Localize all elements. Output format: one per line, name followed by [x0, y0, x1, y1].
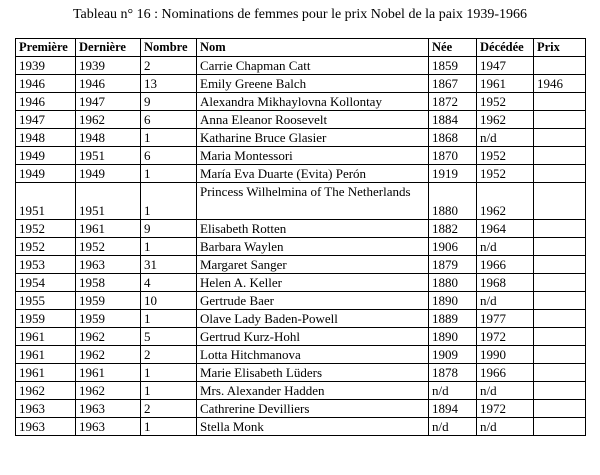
cell-name: Alexandra Mikhaylovna Kollontay — [197, 93, 429, 111]
table-row — [16, 346, 586, 364]
cell-died: 1947 — [477, 57, 534, 75]
cell-died: 1962 — [477, 111, 534, 129]
cell-prize — [534, 400, 586, 418]
cell-count: 4 — [141, 274, 197, 292]
cell-last-year: 1959 — [76, 292, 141, 310]
cell-born: 1889 — [429, 310, 477, 328]
cell-first-year: 1961 — [16, 346, 76, 364]
cell-name: María Eva Duarte (Evita) Perón — [197, 165, 429, 183]
cell-name: Maria Montessori — [197, 147, 429, 165]
cell-name: Marie Elisabeth Lüders — [197, 364, 429, 382]
table-row — [16, 165, 586, 183]
cell-died: n/d — [477, 418, 534, 436]
cell-count: 2 — [141, 400, 197, 418]
cell-last-year: 1948 — [76, 129, 141, 147]
cell-born: 1872 — [429, 93, 477, 111]
table-body — [16, 57, 586, 436]
cell-prize — [534, 274, 586, 292]
header-name: Nom — [197, 39, 429, 57]
cell-born: 1867 — [429, 75, 477, 93]
cell-name: Lotta Hitchmanova — [197, 346, 429, 364]
cell-name: Barbara Waylen — [197, 238, 429, 256]
cell-prize: 1946 — [534, 75, 586, 93]
cell-died: n/d — [477, 382, 534, 400]
cell-born: 1859 — [429, 57, 477, 75]
cell-prize — [534, 364, 586, 382]
table-row — [16, 256, 586, 274]
cell-last-year: 1947 — [76, 93, 141, 111]
cell-last-year: 1939 — [76, 57, 141, 75]
cell-born: 1870 — [429, 147, 477, 165]
cell-name: Olave Lady Baden-Powell — [197, 310, 429, 328]
cell-born: 1882 — [429, 220, 477, 238]
cell-prize — [534, 418, 586, 436]
nominations-table — [15, 38, 586, 436]
cell-prize — [534, 57, 586, 75]
cell-born: 1909 — [429, 346, 477, 364]
cell-count: 9 — [141, 93, 197, 111]
cell-count: 1 — [141, 183, 197, 220]
cell-born: 1880 — [429, 183, 477, 220]
cell-name: Elisabeth Rotten — [197, 220, 429, 238]
cell-name: Emily Greene Balch — [197, 75, 429, 93]
table-row — [16, 183, 586, 220]
cell-born: 1878 — [429, 364, 477, 382]
cell-first-year: 1948 — [16, 129, 76, 147]
cell-name: Katharine Bruce Glasier — [197, 129, 429, 147]
cell-count: 10 — [141, 292, 197, 310]
cell-last-year: 1963 — [76, 400, 141, 418]
cell-died: 1962 — [477, 183, 534, 220]
cell-name: Gertrude Baer — [197, 292, 429, 310]
cell-last-year: 1963 — [76, 256, 141, 274]
cell-last-year: 1961 — [76, 220, 141, 238]
cell-born: 1919 — [429, 165, 477, 183]
cell-born: 1890 — [429, 292, 477, 310]
cell-name: Carrie Chapman Catt — [197, 57, 429, 75]
cell-name: Margaret Sanger — [197, 256, 429, 274]
cell-last-year: 1959 — [76, 310, 141, 328]
cell-count: 6 — [141, 111, 197, 129]
cell-died: n/d — [477, 292, 534, 310]
cell-last-year: 1958 — [76, 274, 141, 292]
cell-last-year: 1951 — [76, 147, 141, 165]
cell-prize — [534, 256, 586, 274]
table-caption: Tableau n° 16 : Nominations de femmes pour le prix Nobel de la paix 1939-1966 — [72, 7, 528, 22]
cell-last-year: 1962 — [76, 346, 141, 364]
header-first-year: Première — [16, 39, 76, 57]
table-row — [16, 57, 586, 75]
cell-prize — [534, 147, 586, 165]
cell-prize — [534, 328, 586, 346]
table-row — [16, 220, 586, 238]
cell-count: 1 — [141, 310, 197, 328]
cell-died: 1972 — [477, 328, 534, 346]
table-row — [16, 292, 586, 310]
cell-count: 5 — [141, 328, 197, 346]
table-row — [16, 274, 586, 292]
cell-born: 1868 — [429, 129, 477, 147]
table-row — [16, 328, 586, 346]
cell-first-year: 1946 — [16, 75, 76, 93]
cell-count: 1 — [141, 238, 197, 256]
cell-last-year: 1962 — [76, 382, 141, 400]
cell-first-year: 1962 — [16, 382, 76, 400]
cell-name: Helen A. Keller — [197, 274, 429, 292]
cell-prize — [534, 220, 586, 238]
table-row — [16, 238, 586, 256]
cell-died: 1961 — [477, 75, 534, 93]
cell-born: 1906 — [429, 238, 477, 256]
table-row — [16, 111, 586, 129]
cell-prize — [534, 111, 586, 129]
cell-died: 1972 — [477, 400, 534, 418]
cell-last-year: 1952 — [76, 238, 141, 256]
cell-first-year: 1946 — [16, 93, 76, 111]
cell-first-year: 1963 — [16, 418, 76, 436]
cell-count: 2 — [141, 57, 197, 75]
cell-name: Gertrud Kurz-Hohl — [197, 328, 429, 346]
cell-first-year: 1961 — [16, 364, 76, 382]
cell-first-year: 1952 — [16, 238, 76, 256]
table-row — [16, 382, 586, 400]
cell-died: 1952 — [477, 165, 534, 183]
cell-prize — [534, 382, 586, 400]
cell-born: 1890 — [429, 328, 477, 346]
cell-first-year: 1955 — [16, 292, 76, 310]
cell-first-year: 1959 — [16, 310, 76, 328]
cell-name: Anna Eleanor Roosevelt — [197, 111, 429, 129]
cell-last-year: 1961 — [76, 364, 141, 382]
cell-died: 1964 — [477, 220, 534, 238]
header-count: Nombre — [141, 39, 197, 57]
cell-died: 1990 — [477, 346, 534, 364]
cell-count: 9 — [141, 220, 197, 238]
cell-prize — [534, 238, 586, 256]
cell-name: Princess Wilhelmina of The Netherlands — [197, 183, 429, 220]
header-last-year: Dernière — [76, 39, 141, 57]
cell-prize — [534, 129, 586, 147]
cell-last-year: 1962 — [76, 111, 141, 129]
table-header — [16, 39, 586, 57]
table-row — [16, 93, 586, 111]
cell-prize — [534, 93, 586, 111]
cell-born: 1884 — [429, 111, 477, 129]
cell-last-year: 1962 — [76, 328, 141, 346]
cell-born: n/d — [429, 418, 477, 436]
cell-first-year: 1953 — [16, 256, 76, 274]
cell-name: Mrs. Alexander Hadden — [197, 382, 429, 400]
cell-first-year: 1952 — [16, 220, 76, 238]
cell-count: 6 — [141, 147, 197, 165]
table-row — [16, 129, 586, 147]
cell-died: 1952 — [477, 147, 534, 165]
cell-prize — [534, 310, 586, 328]
cell-count: 1 — [141, 382, 197, 400]
cell-first-year: 1939 — [16, 57, 76, 75]
cell-last-year: 1951 — [76, 183, 141, 220]
table-row — [16, 400, 586, 418]
cell-name: Cathrerine Devilliers — [197, 400, 429, 418]
header-born: Née — [429, 39, 477, 57]
cell-died: 1968 — [477, 274, 534, 292]
cell-first-year: 1949 — [16, 165, 76, 183]
cell-died: n/d — [477, 129, 534, 147]
cell-last-year: 1963 — [76, 418, 141, 436]
cell-died: 1952 — [477, 93, 534, 111]
cell-first-year: 1954 — [16, 274, 76, 292]
header-died: Décédée — [477, 39, 534, 57]
cell-count: 2 — [141, 346, 197, 364]
cell-count: 13 — [141, 75, 197, 93]
cell-last-year: 1946 — [76, 75, 141, 93]
cell-died: 1966 — [477, 364, 534, 382]
cell-count: 1 — [141, 364, 197, 382]
cell-first-year: 1961 — [16, 328, 76, 346]
cell-first-year: 1949 — [16, 147, 76, 165]
table-row — [16, 364, 586, 382]
cell-count: 1 — [141, 129, 197, 147]
header-prize: Prix — [534, 39, 586, 57]
cell-prize — [534, 346, 586, 364]
cell-count: 31 — [141, 256, 197, 274]
table-row — [16, 75, 586, 93]
table-row — [16, 418, 586, 436]
cell-last-year: 1949 — [76, 165, 141, 183]
cell-prize — [534, 183, 586, 220]
cell-died: 1977 — [477, 310, 534, 328]
header-row — [16, 39, 586, 57]
table-row — [16, 147, 586, 165]
cell-prize — [534, 165, 586, 183]
cell-born: 1879 — [429, 256, 477, 274]
cell-prize — [534, 292, 586, 310]
cell-born: 1880 — [429, 274, 477, 292]
cell-died: 1966 — [477, 256, 534, 274]
table-row — [16, 310, 586, 328]
cell-born: n/d — [429, 382, 477, 400]
cell-count: 1 — [141, 418, 197, 436]
cell-first-year: 1947 — [16, 111, 76, 129]
cell-first-year: 1951 — [16, 183, 76, 220]
cell-first-year: 1963 — [16, 400, 76, 418]
cell-died: n/d — [477, 238, 534, 256]
cell-count: 1 — [141, 165, 197, 183]
cell-born: 1894 — [429, 400, 477, 418]
cell-name: Stella Monk — [197, 418, 429, 436]
